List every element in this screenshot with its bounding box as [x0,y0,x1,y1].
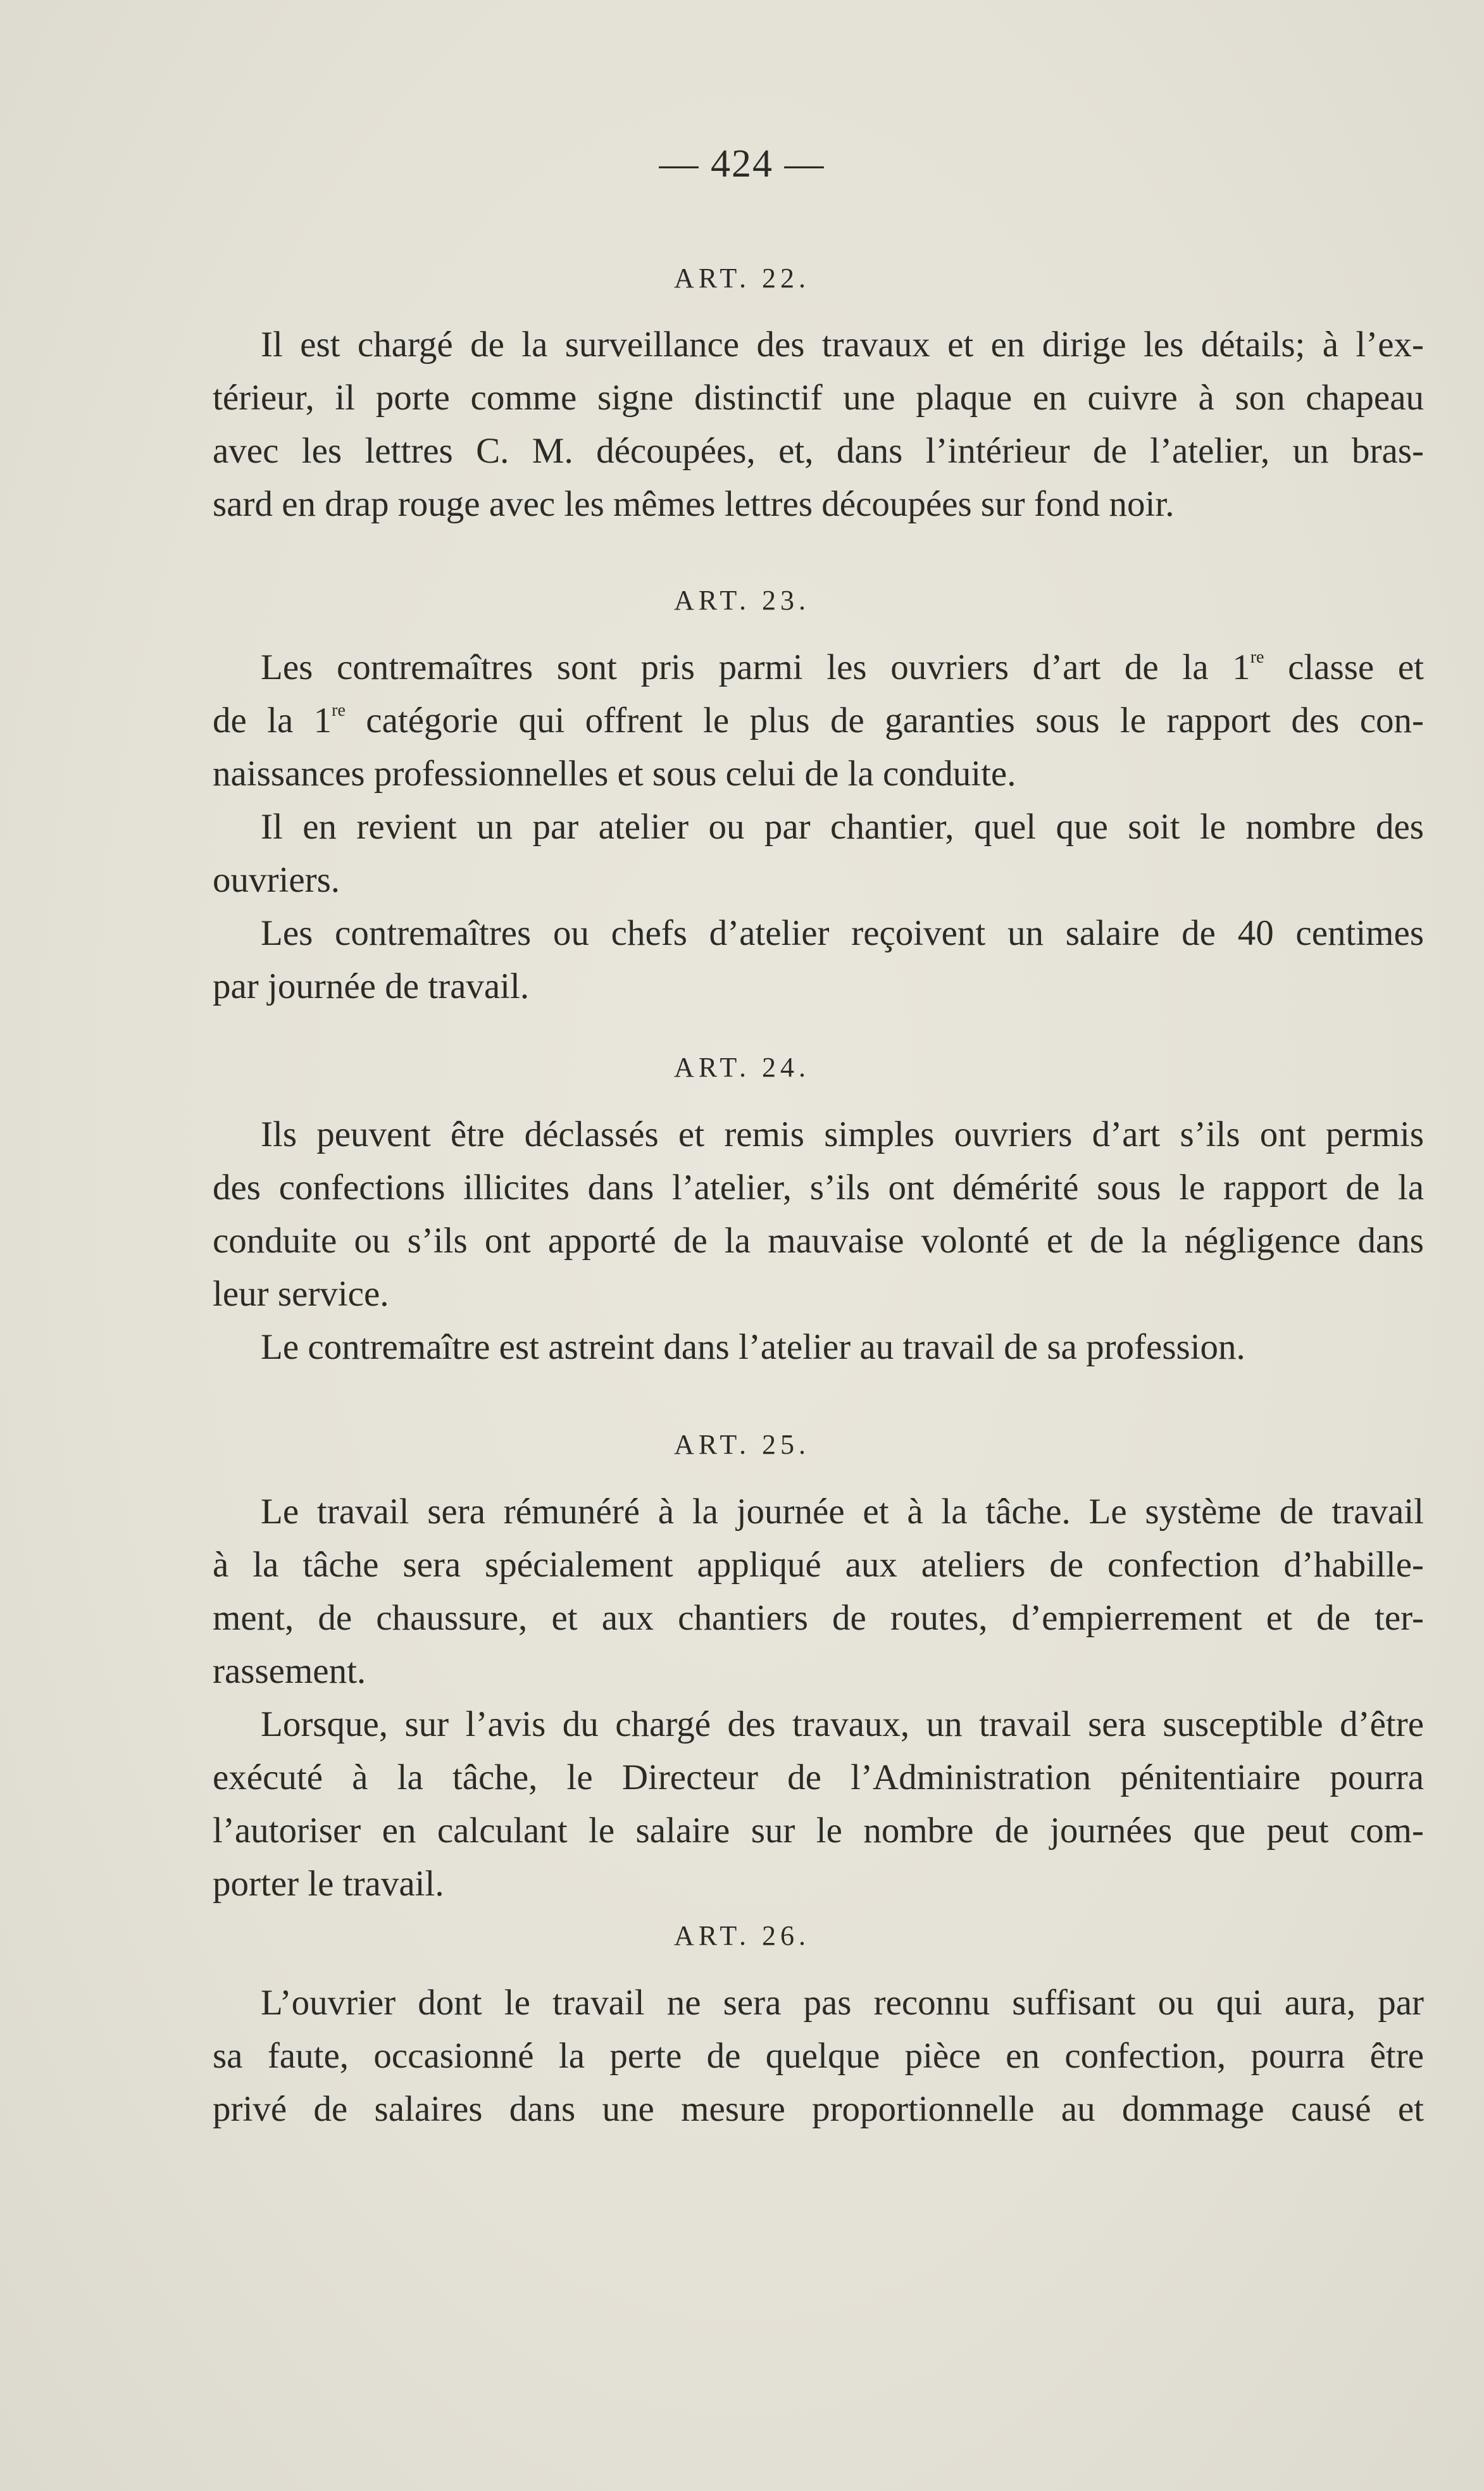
text-line [213,1698,1424,1751]
text-segment: catégorie qui offrent le plus de garanties sous le rapport des con- [345,701,1424,740]
text-line [213,2083,1424,2136]
text-line [213,1592,1424,1645]
text-line [213,478,1424,531]
article-heading-24: ART. 24. [673,1052,811,1083]
text-line [213,318,1424,371]
text-segment: par journée de travail. [213,966,530,1006]
text-line [213,425,1424,478]
article-heading-26: ART. 26. [673,1920,811,1951]
text-line [213,1268,1424,1321]
text-line [213,907,1424,960]
text-segment: privé de salaires dans une mesure proportionnelle au dommage causé et [213,2089,1424,2129]
text-segment: l’autoriser en calculant le salaire sur le nombre de journées que peut com- [213,1811,1424,1851]
text-segment: naissances professionnelles et sous celui de la conduite. [213,754,1016,794]
article-heading-22: ART. 22. [673,263,811,294]
text-line [213,2030,1424,2083]
text-segment: ouvriers. [213,860,340,900]
text-line [213,694,1424,747]
text-segment: classe et [1264,647,1424,687]
text-segment: Ils peuvent être déclassés et remis simples ouvriers d’art s’ils ont permis [261,1114,1424,1154]
text-segment: L’ouvrier dont le travail ne sera pas reconnu suffisant ou qui aura, par [261,1983,1424,2023]
page-number: — 424 — [659,142,825,185]
text-segment: des confections illicites dans l’atelier, s’ils ont démérité sous le rapport de la [213,1168,1424,1208]
text-segment: sard en drap rouge avec les mêmes lettres découpées sur fond noir. [213,484,1175,524]
text-segment: Il est chargé de la surveillance des travaux et en dirige les détails; à l’ex- [261,325,1424,365]
text-segment: térieur, il porte comme signe distinctif une plaque en cuivre à son chapeau [213,378,1424,418]
article-body-23 [213,641,1424,1013]
article-heading-25: ART. 25. [673,1429,811,1460]
text-line [213,641,1424,694]
text-line [213,1804,1424,1857]
article-heading-23: ART. 23. [673,585,811,616]
text-segment: Les contremaîtres sont pris parmi les ouvriers d’art de la 1 [261,647,1250,687]
text-segment: leur service. [213,1274,389,1314]
text-segment: sa faute, occasionné la perte de quelque pièce en confection, pourra être [213,2036,1424,2076]
text-line [213,1539,1424,1592]
superscript: re [332,701,346,720]
article-body-25 [213,1485,1424,1911]
text-segment: porter le travail. [213,1864,444,1904]
text-line [213,1976,1424,2030]
text-line [213,1485,1424,1539]
text-segment: conduite ou s’ils ont apporté de la mauvaise volonté et de la négligence dans [213,1221,1424,1261]
text-line [213,1161,1424,1214]
text-segment: exécuté à la tâche, le Directeur de l’Administration pénitentiaire pourra [213,1757,1424,1797]
article-body-24 [213,1108,1424,1374]
text-segment: Lorsque, sur l’avis du chargé des travaux, un travail sera susceptible d’être [261,1704,1424,1744]
text-line [213,1645,1424,1698]
text-segment: Le contremaître est astreint dans l’atelier au travail de sa profession. [261,1327,1245,1367]
text-segment: Les contremaîtres ou chefs d’atelier reçoivent un salaire de 40 centimes [261,913,1424,953]
text-line [213,1751,1424,1804]
text-line [213,1214,1424,1268]
text-segment: ment, de chaussure, et aux chantiers de routes, d’empierrement et de ter- [213,1598,1424,1638]
text-segment: de la 1 [213,701,332,740]
text-line [213,801,1424,854]
text-line [213,1857,1424,1911]
superscript: re [1250,647,1264,667]
text-line [213,1321,1424,1374]
text-line [213,960,1424,1013]
text-line [213,747,1424,801]
text-segment: à la tâche sera spécialement appliqué aux ateliers de confection d’habille- [213,1545,1424,1585]
text-line [213,371,1424,425]
text-segment: Il en revient un par atelier ou par chantier, quel que soit le nombre des [261,807,1424,847]
text-segment: Le travail sera rémunéré à la journée et à la tâche. Le système de travail [261,1492,1424,1532]
text-segment: rassement. [213,1651,366,1691]
text-segment: avec les lettres C. M. découpées, et, dans l’intérieur de l’atelier, un bras- [213,431,1424,471]
article-body-22 [213,318,1424,531]
text-line [213,1108,1424,1161]
text-line [213,854,1424,907]
article-body-26 [213,1976,1424,2136]
